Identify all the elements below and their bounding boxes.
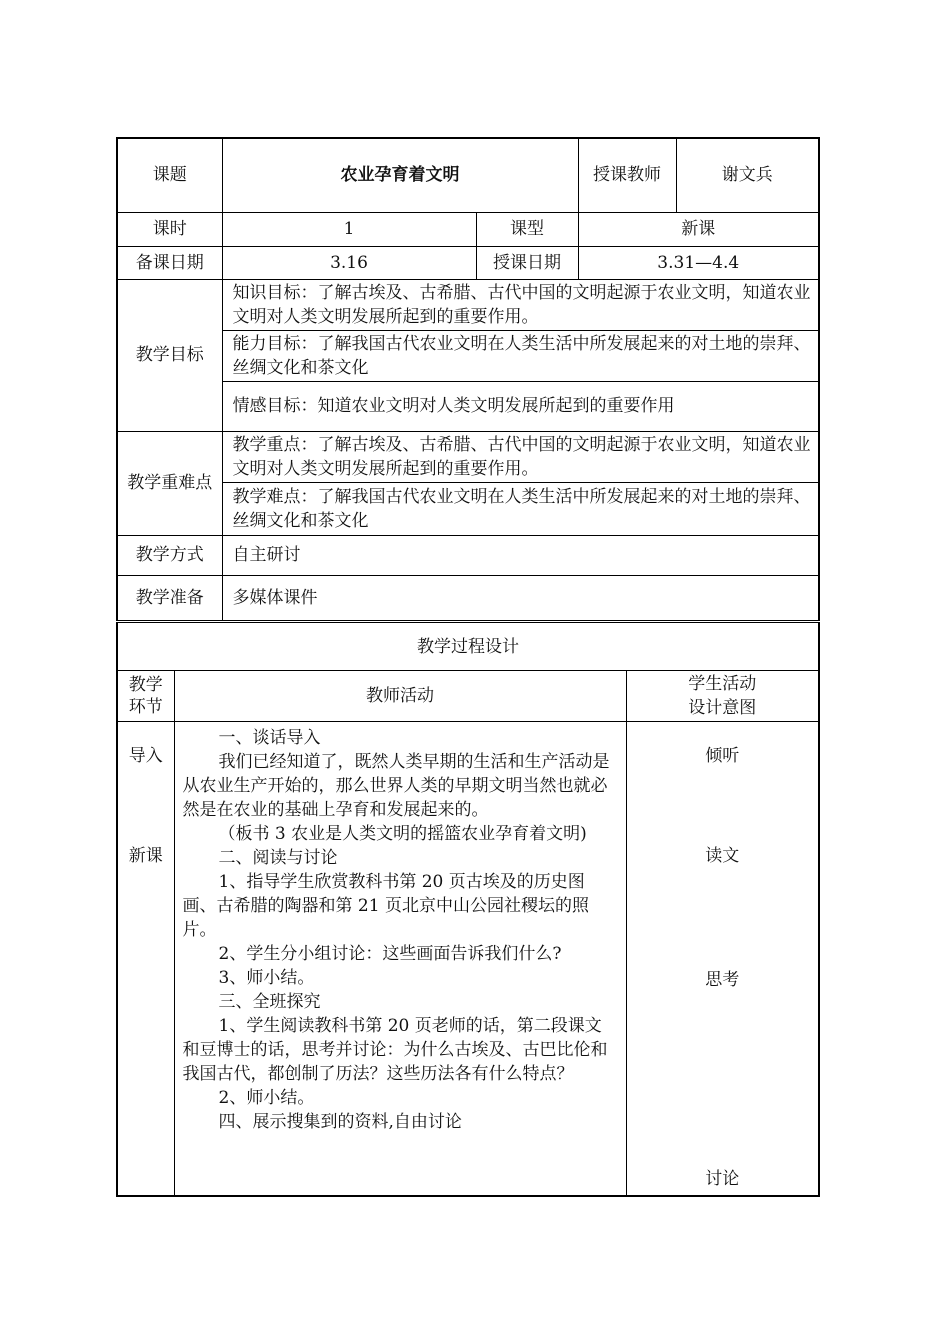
key-point-focus: 教学重点：了解古埃及、古希腊、古代中国的文明起源于农业文明，知道农业文明对人类文明发展所起到的重要作用。 <box>222 431 819 482</box>
teacher-paragraph: 我们已经知道了，既然人类早期的生活和生产活动是从农业生产开始的，那么世界人类的早期文明当然也就必然是在农业的基础上孕育和发展起来的。 <box>182 752 610 820</box>
teacher-column-header: 教师活动 <box>174 671 626 722</box>
method-label: 教学方式 <box>117 535 222 575</box>
stage-cell <box>117 722 174 1196</box>
stage-column-header <box>117 671 174 722</box>
teacher-paragraph: 一、谈话导入 <box>218 728 321 748</box>
topic-value: 农业孕育着文明 <box>222 138 578 212</box>
preparation-value: 多媒体课件 <box>222 575 819 620</box>
student-activity-think: 思考 <box>705 970 740 990</box>
goals-label: 教学目标 <box>117 279 222 431</box>
process-table <box>116 622 820 1197</box>
teacher-activity-cell <box>174 722 626 1196</box>
teacher-paragraph: 3、师小结。 <box>218 968 315 988</box>
preparation-label: 教学准备 <box>117 575 222 620</box>
method-value: 自主研讨 <box>222 535 819 575</box>
teacher-paragraph: 二、阅读与讨论 <box>218 848 338 868</box>
type-value: 新课 <box>578 212 819 246</box>
teacher-value: 谢文兵 <box>676 138 819 212</box>
student-activity-read: 读文 <box>705 846 740 866</box>
student-activity-discuss: 讨论 <box>705 1169 740 1189</box>
teacher-paragraph: 三、全班探究 <box>218 992 321 1012</box>
topic-label: 课题 <box>117 138 222 212</box>
period-label: 课时 <box>117 212 222 246</box>
teach-date-value: 3.31—4.4 <box>578 246 819 279</box>
stage-intro: 导入 <box>128 746 163 766</box>
prep-date-value: 3.16 <box>222 246 476 279</box>
student-column-header <box>626 671 819 722</box>
goal-knowledge: 知识目标：了解古埃及、古希腊、古代中国的文明起源于农业文明，知道农业文明对人类文明发展所起到的重要作用。 <box>222 279 819 330</box>
lesson-info-table <box>116 137 820 621</box>
teacher-paragraph: 2、学生分小组讨论：这些画面告诉我们什么? <box>218 944 562 964</box>
goal-emotion: 情感目标：知道农业文明对人类文明发展所起到的重要作用 <box>222 381 819 431</box>
teach-date-label: 授课日期 <box>476 246 578 279</box>
key-point-difficulty: 教学难点：了解我国古代农业文明在人类生活中所发展起来的对土地的崇拜、丝绸文化和茶文化 <box>222 482 819 535</box>
student-activity-listen: 倾听 <box>705 746 740 766</box>
teacher-paragraph: 四、展示搜集到的资料,自由讨论 <box>218 1112 462 1132</box>
key-points-label: 教学重难点 <box>117 431 222 535</box>
teacher-paragraph: 2、师小结。 <box>218 1088 315 1108</box>
stage-new-lesson: 新课 <box>128 846 163 866</box>
prep-date-label: 备课日期 <box>117 246 222 279</box>
type-label: 课型 <box>476 212 578 246</box>
teacher-label: 授课教师 <box>578 138 676 212</box>
process-title: 教学过程设计 <box>117 623 819 671</box>
teacher-paragraph: 1、指导学生欣赏教科书第 20 页古埃及的历史图画、古希腊的陶器和第 21 页北京中山公园社稷坛的照片。 <box>182 872 589 940</box>
goal-ability: 能力目标：了解我国古代农业文明在人类生活中所发展起来的对土地的崇拜、丝绸文化和茶文化 <box>222 330 819 381</box>
student-column-header-line1: 学生活动 <box>688 674 757 694</box>
stage-column-header-text: 教学环节 <box>128 675 163 717</box>
student-column-header-line2: 设计意图 <box>688 698 757 718</box>
period-value: 1 <box>222 212 476 246</box>
student-activity-cell <box>626 722 819 1196</box>
teacher-paragraph: 1、学生阅读教科书第 20 页老师的话，第二段课文和豆博士的话，思考并讨论：为什么古埃及、古巴比伦和我国古代，都创制了历法？这些历法各有什么特点？ <box>182 1016 608 1084</box>
teacher-paragraph: （板书 3 农业是人类文明的摇篮农业孕育着文明) <box>218 824 587 844</box>
